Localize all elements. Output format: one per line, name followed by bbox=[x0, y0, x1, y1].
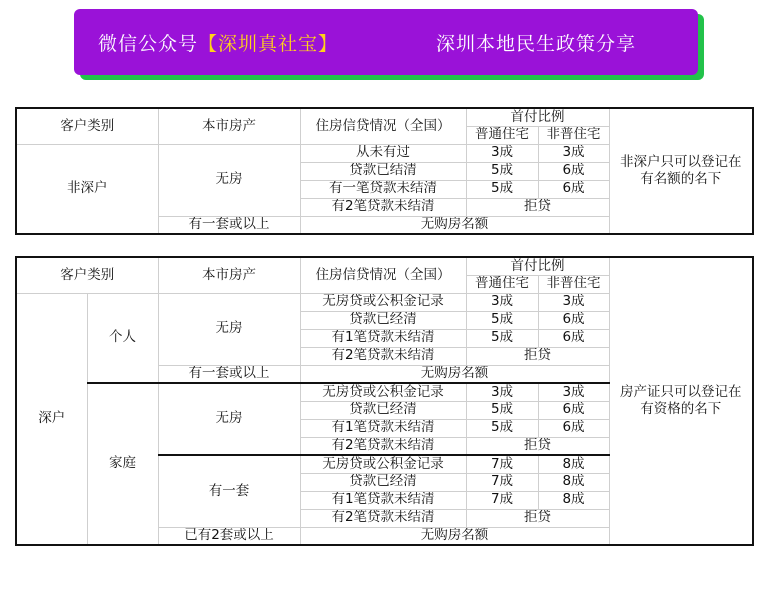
non-ordinary-ratio: 3成 bbox=[538, 293, 609, 311]
non-ordinary-ratio: 6成 bbox=[538, 180, 609, 198]
ordinary-ratio: 5成 bbox=[466, 180, 538, 198]
credit-cell: 有2笔贷款未结清 bbox=[300, 347, 466, 365]
refuse-loan: 拒贷 bbox=[466, 347, 609, 365]
non-ordinary-ratio: 6成 bbox=[538, 419, 609, 437]
subcategory-individual: 个人 bbox=[87, 293, 158, 383]
non-ordinary-ratio: 3成 bbox=[538, 383, 609, 401]
note-resident: 房产证只可以登记在有资格的名下 bbox=[609, 257, 753, 545]
non-ordinary-ratio: 8成 bbox=[538, 473, 609, 491]
header-down-payment: 首付比例 bbox=[466, 108, 609, 126]
credit-cell: 有1笔贷款未结清 bbox=[300, 419, 466, 437]
refuse-loan: 拒贷 bbox=[466, 509, 609, 527]
no-qualify: 无购房名额 bbox=[300, 365, 609, 383]
credit-cell: 有2笔贷款未结清 bbox=[300, 509, 466, 527]
banner-prefix: 微信公众号 bbox=[98, 33, 199, 55]
banner-right: 深圳本地民生政策分享 bbox=[436, 33, 637, 55]
property-no-house: 无房 bbox=[158, 144, 300, 216]
header-credit: 住房信贷情况（全国） bbox=[300, 257, 466, 293]
non-ordinary-ratio: 6成 bbox=[538, 162, 609, 180]
title-banner bbox=[74, 9, 698, 75]
header-down-payment: 首付比例 bbox=[466, 257, 609, 275]
header-category: 客户类别 bbox=[16, 108, 158, 144]
property-one-house: 有一套 bbox=[158, 455, 300, 527]
refuse-loan: 拒贷 bbox=[466, 198, 609, 216]
banner-left bbox=[98, 29, 338, 56]
credit-cell: 无房贷或公积金记录 bbox=[300, 293, 466, 311]
note-non-resident: 非深户只可以登记在有名额的名下 bbox=[609, 108, 753, 234]
credit-cell: 有2笔贷款未结清 bbox=[300, 437, 466, 455]
refuse-loan: 拒贷 bbox=[466, 437, 609, 455]
credit-cell: 无房贷或公积金记录 bbox=[300, 383, 466, 401]
resident-table bbox=[15, 256, 754, 546]
property-no-house: 无房 bbox=[158, 293, 300, 365]
no-qualify: 无购房名额 bbox=[300, 216, 609, 234]
credit-cell: 贷款已经清 bbox=[300, 473, 466, 491]
property-multi-house: 已有2套或以上 bbox=[158, 527, 300, 545]
non-ordinary-ratio: 6成 bbox=[538, 311, 609, 329]
header-category: 客户类别 bbox=[16, 257, 158, 293]
non-ordinary-ratio: 8成 bbox=[538, 491, 609, 509]
credit-cell: 贷款已结清 bbox=[300, 162, 466, 180]
ordinary-ratio: 3成 bbox=[466, 383, 538, 401]
credit-cell: 贷款已经清 bbox=[300, 311, 466, 329]
credit-cell: 有2笔贷款未结清 bbox=[300, 198, 466, 216]
ordinary-ratio: 7成 bbox=[466, 455, 538, 473]
credit-cell: 无房贷或公积金记录 bbox=[300, 455, 466, 473]
non-ordinary-ratio: 6成 bbox=[538, 401, 609, 419]
property-no-house: 无房 bbox=[158, 383, 300, 455]
ordinary-ratio: 5成 bbox=[466, 329, 538, 347]
ordinary-ratio: 5成 bbox=[466, 311, 538, 329]
non-ordinary-ratio: 3成 bbox=[538, 144, 609, 162]
credit-cell: 贷款已经清 bbox=[300, 401, 466, 419]
ordinary-ratio: 7成 bbox=[466, 491, 538, 509]
ordinary-ratio: 5成 bbox=[466, 401, 538, 419]
header-non-ordinary: 非普住宅 bbox=[538, 126, 609, 144]
property-multi-house: 有一套或以上 bbox=[158, 365, 300, 383]
category-resident: 深户 bbox=[16, 293, 87, 545]
ordinary-ratio: 5成 bbox=[466, 419, 538, 437]
credit-cell: 有1笔贷款未结清 bbox=[300, 491, 466, 509]
credit-cell: 有1笔贷款未结清 bbox=[300, 329, 466, 347]
category-non-resident: 非深户 bbox=[16, 144, 158, 234]
header-ordinary: 普通住宅 bbox=[466, 275, 538, 293]
header-ordinary: 普通住宅 bbox=[466, 126, 538, 144]
header-credit: 住房信贷情况（全国） bbox=[300, 108, 466, 144]
credit-cell: 从未有过 bbox=[300, 144, 466, 162]
subcategory-family: 家庭 bbox=[87, 383, 158, 545]
no-qualify: 无购房名额 bbox=[300, 527, 609, 545]
credit-cell: 有一笔贷款未结清 bbox=[300, 180, 466, 198]
non-ordinary-ratio: 6成 bbox=[538, 329, 609, 347]
ordinary-ratio: 7成 bbox=[466, 473, 538, 491]
header-property: 本市房产 bbox=[158, 257, 300, 293]
header-property: 本市房产 bbox=[158, 108, 300, 144]
banner-account-name: 【深圳真社宝】 bbox=[198, 33, 339, 55]
ordinary-ratio: 5成 bbox=[466, 162, 538, 180]
header-non-ordinary: 非普住宅 bbox=[538, 275, 609, 293]
ordinary-ratio: 3成 bbox=[466, 144, 538, 162]
property-multi-house: 有一套或以上 bbox=[158, 216, 300, 234]
non-ordinary-ratio: 8成 bbox=[538, 455, 609, 473]
non-resident-table bbox=[15, 107, 754, 235]
ordinary-ratio: 3成 bbox=[466, 293, 538, 311]
